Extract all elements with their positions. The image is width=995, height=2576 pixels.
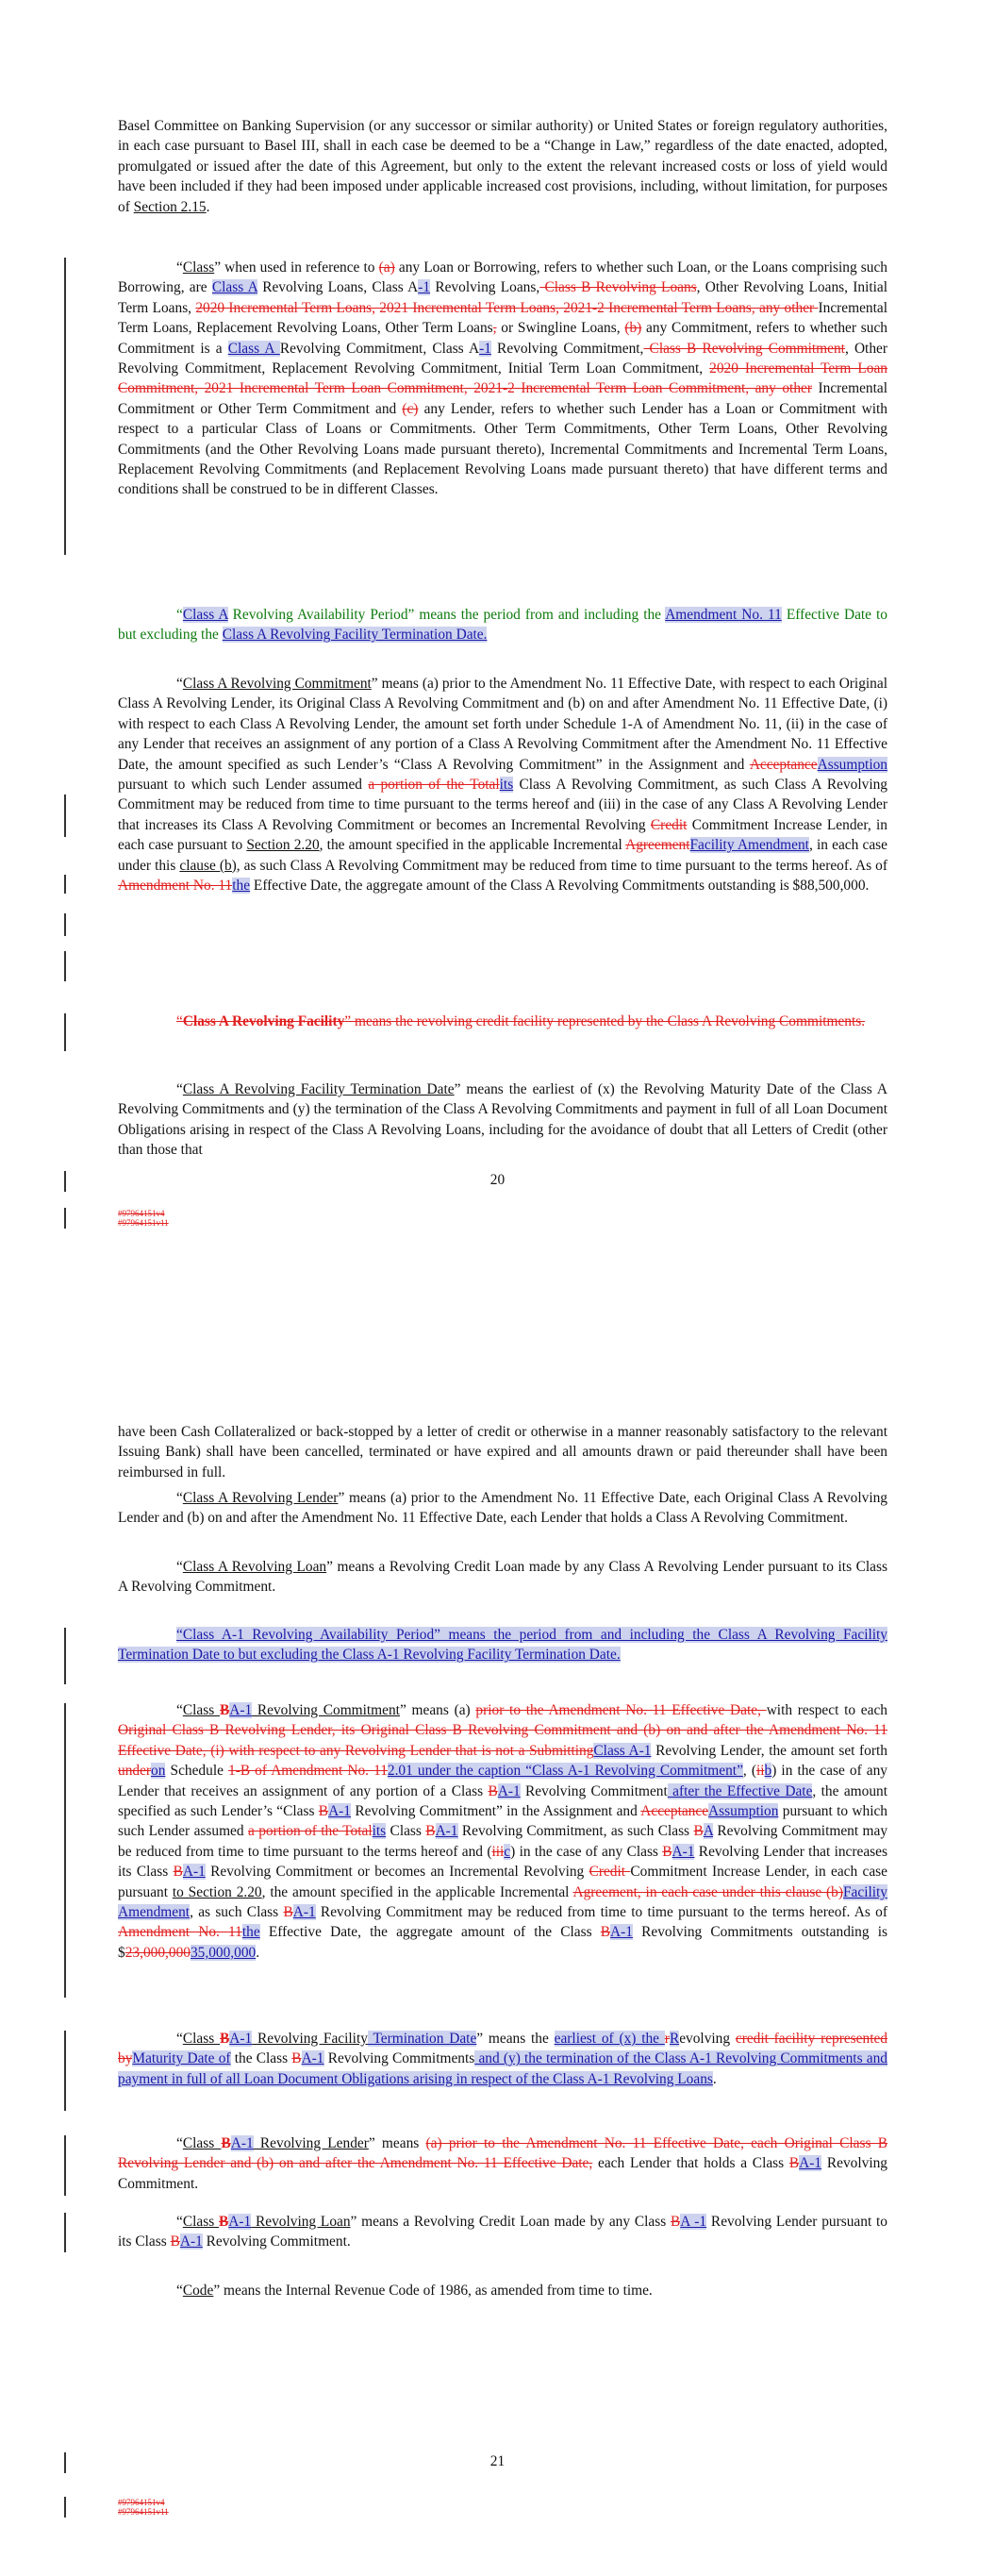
change-bar bbox=[64, 1208, 66, 1229]
definition-class-a1-revolving-commitment: “Class BA-1 Revolving Commitment” means (a) prior to the Amendment No. 11 Effective Date, with respect to each Original Class B Revolving Lender, its Original Class B Revolving Commitment and (b) on and after the Amendment No. 11 Effective Date, (i) with respect to any Revolving Lender that is not a SubmittingClass A-1 Revolving Lender, the amount set forth underon Schedule 1-B of Amendment No. 112.01 under the caption “Class A-1 Revolving Commitment”, (iib) in the case of any Lender that receives an assignment of any portion of a Class BA-1 Revolving Commitment after the Effective Date, the amount specified as such Lender’s “Class BA-1 Revolving Commitment” in the Assignment and AcceptanceAssumption pursuant to which such Lender assumed a portion of the Totalits Class BA-1 Revolving Commitment, as such Class BA Revolving Commitment may be reduced from time to time pursuant to the terms hereof and (iiic) in the case of any Class BA-1 Revolving Lender that increases its Class BA-1 Revolving Commitment or becomes an Incremental Revolving Credit Commitment Increase Lender, in each case pursuant to Section 2.20, the amount specified in the applicable Incremental Agreement, in each case under this clause (b)Facility Amendment, as such Class BA-1 Revolving Commitment may be reduced from time to time pursuant to the terms hereof. As of Amendment No. 11the Effective Date, the aggregate amount of the Class BA-1 Revolving Commitments outstanding is $23,000,00035,000,000. bbox=[118, 1702, 888, 1961]
footer-docid: #97964151v4 #97964151v11 bbox=[118, 1209, 169, 1228]
change-bar bbox=[64, 1013, 66, 1051]
paragraph-continuation: have been Cash Collateralized or back-stopped by a letter of credit or otherwise in a manner reasonably satisfactory to the relevant Issuing Bank) shall have been cancelled, terminated or have expired and all amounts drawn or paid thereunder shall have been reimbursed in full. bbox=[118, 1424, 887, 1480]
change-bar bbox=[64, 913, 66, 936]
defined-term: Class A Revolving Lender bbox=[182, 1490, 339, 1506]
defined-term: Class A Revolving Facility Termination Date bbox=[182, 1081, 455, 1097]
page-number: 20 bbox=[489, 1172, 506, 1188]
change-bar bbox=[64, 875, 66, 894]
defined-term: Class bbox=[182, 259, 215, 276]
change-bar bbox=[64, 2135, 66, 2196]
definition-class-a1-termination-date: “Class BA-1 Revolving Facility Termination Date” means the earliest of (x) the rRevolving credit facility represented byMaturity Date of the Class BA-1 Revolving Commitments and (y) the termination of the Class A-1 Revolving Commitments and payment in full of all Loan Document Obligations arising in respect of the Class A-1 Revolving Loans. bbox=[118, 2031, 887, 2087]
definition-class-a-availability: “Class A Revolving Availability Period” means the period from and including the Amendment No. 11 Effective Date to but excluding the Class A Revolving Facility Termination Date. bbox=[118, 607, 887, 644]
change-bar bbox=[64, 951, 66, 981]
definition-class-a1-revolving-loan: “Class BA-1 Revolving Loan” means a Revolving Credit Loan made by any Class BA -1 Revolving Lender pursuant to its Class BA-1 Revolving Commitment. bbox=[118, 2214, 887, 2250]
definition-class-a-revolving-loan: “Class A Revolving Loan” means a Revolving Credit Loan made by any Class A Revolving Lender pursuant to its Class A Revolving Commitment. bbox=[118, 1559, 887, 1596]
footer-docid: #97964151v4 #97964151v11 bbox=[118, 2498, 169, 2517]
definition-class: “Class” when used in reference to (a) any Loan or Borrowing, refers to whether such Loan, or the Loans comprising such Borrowing, are Class A Revolving Loans, Class A-1 Revolving Loans, Class B Revolving Loans, Other Revolving Loans, Initial Term Loans, 2020 Incremental Term Loans, 2021 Incremental Term Loans, 2021-2 Incremental Term Loans, any other Incremental Term Loans, Replacement Revolving Loans, Other Term Loans, or Swingline Loans, (b) any Commitment, refers to whether such Commitment is a Class A Revolving Commitment, Class A-1 Revolving Commitment, Class B Revolving Commitment, Other Revolving Commitment, Replacement Revolving Commitment, Initial Term Loan Commitment, 2020 Incremental Term Loan Commitment, 2021 Incremental Term Loan Commitment, 2021-2 Incremental Term Loan Commitment, any other Incremental Commitment or Other Term Commitment and (c) any Lender, refers to whether such Lender has a Loan or Commitment with respect to a particular Class of Loans or Commitments. Other Term Commitments, Other Term Loans, Other Revolving Commitments (and the Other Revolving Loans made pursuant thereto), Incremental Commitments and Incremental Term Loans, Replacement Revolving Commitments (and Replacement Revolving Loans made pursuant thereto) that have different terms and conditions shall be construed to be in different Classes. bbox=[118, 259, 888, 498]
paragraph-basel: Basel Committee on Banking Supervision (or any successor or similar authority) or United States or foreign regulatory authorities, in each case pursuant to Basel III, shall in each case be deemed to be a “Change in Law,” regardless of the date enacted, adopted, promulgated or issued after the date of this Agreement, but only to the extent the relevant increased costs or loss of yield would have been included if they had been imposed under applicable increased cost provisions, including, without limitation, for purposes of Section 2.15. bbox=[118, 118, 887, 215]
page-number: 21 bbox=[489, 2453, 506, 2469]
definition-class-a1-availability: “Class A-1 Revolving Availability Period” means the period from and including the Class A Revolving Facility Termination Date to but excluding the Class A-1 Revolving Facility Termination Date. bbox=[118, 1627, 887, 1664]
change-bar bbox=[64, 258, 66, 555]
change-bar bbox=[64, 2031, 66, 2111]
change-bar bbox=[64, 2213, 66, 2252]
definition-class-a-facility-deleted: “Class A Revolving Facility” means the revolving credit facility represented by the Class A Revolving Commitments. bbox=[176, 1013, 866, 1029]
section-ref: Section 2.15 bbox=[133, 198, 207, 215]
definition-code: “Code” means the Internal Revenue Code of 1986, as amended from time to time. bbox=[176, 2283, 653, 2299]
definition-class-a-termination-date: “Class A Revolving Facility Termination Date” means the earliest of (x) the Revolving Maturity Date of the Class A Revolving Commitments and (y) the termination of the Class A Revolving Commitments and payment in full of all Loan Document Obligations arising in respect of the Class A Revolving Loans, including for the avoidance of doubt that all Letters of Credit (other than those that bbox=[118, 1081, 887, 1159]
change-bar bbox=[64, 1628, 66, 1684]
definition-class-a-revolving-lender: “Class A Revolving Lender” means (a) prior to the Amendment No. 11 Effective Date, each Original Class A Revolving Lender and (b) on and after the Amendment No. 11 Effective Date, each Lender that holds a Class A Revolving Commitment. bbox=[118, 1490, 888, 1527]
change-bar bbox=[64, 1703, 66, 1998]
change-bar bbox=[64, 814, 66, 837]
change-bar bbox=[64, 2497, 66, 2517]
definition-class-a-revolving-commitment: “Class A Revolving Commitment” means (a) prior to the Amendment No. 11 Effective Date, with respect to each Original Class A Revolving Lender, its Original Class A Revolving Commitment and (b) on and after Amendment No. 11 Effective Date, (i) with respect to each Class A Revolving Lender, the amount set forth under Schedule 1-A of Amendment No. 11, (ii) in the case of any Lender that receives an assignment of any portion of a Class A Revolving Commitment after the Amendment No. 11 Effective Date, the amount specified as such Lender’s “Class A Revolving Commitment” in the Assignment and AcceptanceAssumption pursuant to which such Lender assumed a portion of the Totalits Class A Revolving Commitment, as such Class A Revolving Commitment may be reduced from time to time pursuant to the terms hereof and (iii) in the case of any Class A Revolving Lender that increases its Class A Revolving Commitment or becomes an Incremental Revolving Credit Commitment Increase Lender, in each case pursuant to Section 2.20, the amount specified in the applicable Incremental AgreementFacility Amendment, in each case under this clause (b), as such Class A Revolving Commitment may be reduced from time to time pursuant to the terms hereof. As of Amendment No. 11the Effective Date, the aggregate amount of the Class A Revolving Commitments outstanding is $88,500,000. bbox=[118, 676, 887, 895]
defined-term: Class A Revolving Loan bbox=[182, 1559, 327, 1575]
page-21 bbox=[0, 1288, 995, 2576]
defined-term: Code bbox=[182, 2283, 214, 2299]
defined-term: Class A Revolving Commitment bbox=[182, 676, 372, 692]
definition-class-a1-revolving-lender: “Class BA-1 Revolving Lender” means (a) prior to the Amendment No. 11 Effective Date, each Original Class B Revolving Lender and (b) on and after the Amendment No. 11 Effective Date, each Lender that holds a Class BA-1 Revolving Commitment. bbox=[118, 2135, 888, 2192]
